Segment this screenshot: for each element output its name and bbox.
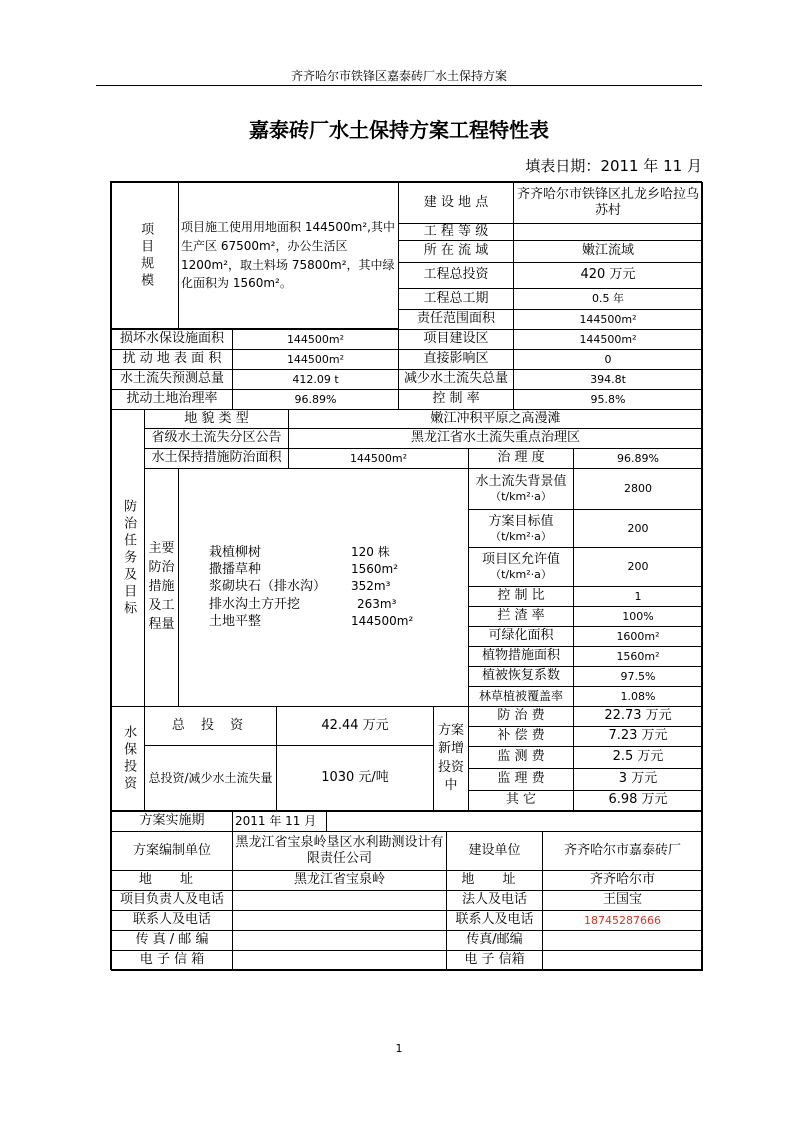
legal-label: 法人及电话 bbox=[446, 890, 543, 911]
investment-item-value: 3 万元 bbox=[573, 768, 703, 791]
page-number: 1 bbox=[395, 1042, 403, 1055]
target-label bbox=[468, 509, 574, 548]
target-value: 1600m² bbox=[573, 626, 703, 647]
target-value: 1.08% bbox=[573, 686, 703, 707]
target-value: 97.5% bbox=[573, 666, 703, 687]
investment-item-label: 防 治 费 bbox=[468, 706, 574, 727]
summary-label: 减少水土流失总量 bbox=[398, 369, 514, 390]
fax-label: 传 真 / 邮 编 bbox=[111, 930, 233, 951]
investment-label: 水保投资 bbox=[111, 706, 145, 811]
basin-value: 嫩江流域 bbox=[513, 240, 703, 263]
measure-qty: 120 株 bbox=[351, 544, 390, 559]
target-value: 200 bbox=[573, 547, 703, 587]
investment-total: 42.44 万元 bbox=[276, 706, 434, 746]
target-label: 拦 渣 率 bbox=[468, 606, 574, 627]
target-label: 可绿化面积 bbox=[468, 626, 574, 647]
target-label bbox=[468, 547, 574, 587]
target-value: 1560m² bbox=[573, 646, 703, 667]
investment-item-value: 22.73 万元 bbox=[573, 706, 703, 727]
header-rule bbox=[96, 85, 702, 86]
investment-item-label: 监 理 费 bbox=[468, 768, 574, 791]
leader-label: 项目负责人及电话 bbox=[111, 890, 233, 911]
document-header: 齐齐哈尔市铁锋区嘉泰砖厂水土保持方案 bbox=[290, 69, 507, 83]
measure-name: 土地平整 bbox=[209, 613, 262, 629]
grade-value bbox=[513, 223, 703, 241]
summary-label: 水土流失预测总量 bbox=[111, 369, 233, 390]
target-value: 200 bbox=[573, 509, 703, 548]
zone-value: 黑龙江省水土流失重点治理区 bbox=[288, 428, 703, 449]
address-right: 齐齐哈尔市 bbox=[542, 870, 703, 891]
landform-label: 地 貌 类 型 bbox=[144, 409, 289, 429]
measure-name: 排水沟土方开挖 bbox=[209, 596, 301, 612]
contact-left bbox=[232, 910, 447, 931]
measure-qty: 352m³ bbox=[351, 579, 391, 594]
investment-ratio-label: 总投资/减少水土流失量 bbox=[144, 745, 277, 811]
summary-value: 144500m² bbox=[232, 349, 399, 370]
measure-name: 栽植柳树 bbox=[209, 544, 262, 560]
target-name: 方案目标值 bbox=[488, 513, 554, 529]
target-unit: （t/km²·a） bbox=[490, 568, 552, 582]
investment-item-label: 补 偿 费 bbox=[468, 726, 574, 747]
impl-label: 方案实施期 bbox=[111, 811, 233, 832]
period-value: 0.5 年 bbox=[513, 288, 703, 310]
page-title: 嘉泰砖厂水土保持方案工程特性表 bbox=[249, 118, 549, 142]
summary-value: 394.8t bbox=[513, 369, 703, 390]
grade-label: 工 程 等 级 bbox=[398, 223, 514, 241]
measures-list bbox=[178, 468, 469, 707]
builder-value: 齐齐哈尔市嘉泰砖厂 bbox=[542, 831, 703, 871]
measure-name: 浆砌块石（排水沟） bbox=[209, 579, 327, 595]
compiler-label: 方案编制单位 bbox=[111, 831, 233, 871]
area-value: 144500m² bbox=[288, 448, 469, 469]
contact-label-right: 联系人及电话 bbox=[446, 910, 543, 931]
target-unit: （t/km²·a） bbox=[490, 490, 552, 504]
legal-value: 王国宝 bbox=[542, 890, 703, 911]
measure-qty: 263m³ bbox=[357, 596, 397, 611]
basin-label: 所 在 流 域 bbox=[398, 240, 514, 263]
contact-label: 联系人及电话 bbox=[111, 910, 233, 931]
fax-right bbox=[542, 930, 703, 951]
impl-value: 2011 年 11 月 bbox=[232, 811, 327, 832]
investment-ratio: 1030 元/吨 bbox=[276, 745, 434, 811]
measure-name: 撒播草种 bbox=[209, 562, 262, 578]
degree-value: 96.89% bbox=[573, 448, 703, 469]
target-value: 2800 bbox=[573, 468, 703, 510]
target-label: 植被恢复系数 bbox=[468, 666, 574, 687]
area-label: 水土保持措施防治面积 bbox=[144, 448, 289, 469]
target-unit: （t/km²·a） bbox=[490, 529, 552, 543]
measure-qty: 1560m² bbox=[351, 562, 399, 577]
investment-item-value: 6.98 万元 bbox=[573, 790, 703, 811]
investment-new-label: 方案新增投资中 bbox=[433, 706, 469, 811]
contact-phone: 18745287666 bbox=[542, 910, 703, 931]
scope-label: 责任范围面积 bbox=[398, 309, 514, 330]
measure-qty: 144500m² bbox=[351, 613, 414, 628]
summary-value: 96.89% bbox=[232, 389, 399, 410]
summary-label: 直接影响区 bbox=[398, 349, 514, 370]
summary-value: 144500m² bbox=[513, 329, 703, 350]
email-label: 电 子 信 箱 bbox=[111, 950, 233, 971]
summary-value: 144500m² bbox=[232, 329, 399, 350]
target-value: 1 bbox=[573, 586, 703, 607]
characteristics-table bbox=[110, 181, 702, 970]
prevention-label: 防治任务及目标 bbox=[111, 409, 145, 707]
address-label: 地 址 bbox=[111, 870, 233, 891]
scope-value: 144500m² bbox=[513, 309, 703, 330]
summary-label: 控 制 率 bbox=[398, 389, 514, 410]
target-name: 项目区允许值 bbox=[481, 552, 560, 567]
total-invest-value: 420 万元 bbox=[513, 262, 703, 289]
summary-label: 扰动土地治理率 bbox=[111, 389, 233, 410]
build-location-label: 建 设 地 点 bbox=[398, 182, 514, 224]
build-location: 齐齐哈尔市铁锋区扎龙乡哈拉乌苏村 bbox=[513, 182, 703, 224]
main-measures-label: 主要防治措施及工程量 bbox=[144, 468, 179, 707]
email-right bbox=[542, 950, 703, 971]
target-label: 植物措施面积 bbox=[468, 646, 574, 667]
fax-label-right: 传真/邮编 bbox=[446, 930, 543, 951]
summary-label: 损坏水保设施面积 bbox=[111, 329, 233, 350]
target-label: 林草植被覆盖率 bbox=[468, 686, 574, 707]
degree-label: 治 理 度 bbox=[468, 448, 574, 469]
builder-label: 建设单位 bbox=[446, 831, 543, 871]
investment-item-value: 2.5 万元 bbox=[573, 746, 703, 769]
address-left: 黑龙江省宝泉岭 bbox=[232, 870, 447, 891]
compiler-value: 黑龙江省宝泉岭垦区水利勘测设计有限责任公司 bbox=[232, 831, 447, 871]
summary-value: 95.8% bbox=[513, 389, 703, 410]
target-value: 100% bbox=[573, 606, 703, 627]
investment-item-label: 其 它 bbox=[468, 790, 574, 811]
total-invest-label: 工程总投资 bbox=[398, 262, 514, 289]
address-label-right: 地 址 bbox=[446, 870, 543, 891]
target-label bbox=[468, 468, 574, 510]
summary-label: 扰 动 地 表 面 积 bbox=[111, 349, 233, 370]
period-label: 工程总工期 bbox=[398, 288, 514, 310]
target-name: 水土流失背景值 bbox=[475, 474, 567, 489]
summary-value: 412.09 t bbox=[232, 369, 399, 390]
investment-item-label: 监 测 费 bbox=[468, 746, 574, 769]
summary-label: 项目建设区 bbox=[398, 329, 514, 350]
fill-date: 填表日期：2011 年 11 月 bbox=[525, 157, 702, 175]
project-scale-desc: 项目施工使用用地面积 144500m²,其中生产区 67500m²，办公生活区 1200m²，取土料场 75800m²，其中绿化面积为 1560m²。 bbox=[178, 182, 399, 329]
impl-empty bbox=[326, 811, 703, 832]
summary-value: 0 bbox=[513, 349, 703, 370]
fax-left bbox=[232, 930, 447, 951]
target-label: 控 制 比 bbox=[468, 586, 574, 607]
email-left bbox=[232, 950, 447, 971]
investment-item-value: 7.23 万元 bbox=[573, 726, 703, 747]
email-label-right: 电 子 信箱 bbox=[446, 950, 543, 971]
investment-total-label: 总 投 资 bbox=[144, 706, 277, 746]
landform-value: 嫩江冲积平原之高漫滩 bbox=[288, 409, 703, 429]
leader-value bbox=[232, 890, 447, 911]
zone-label: 省级水土流失分区公告 bbox=[144, 428, 289, 449]
project-scale-label: 项目规模 bbox=[111, 182, 179, 329]
